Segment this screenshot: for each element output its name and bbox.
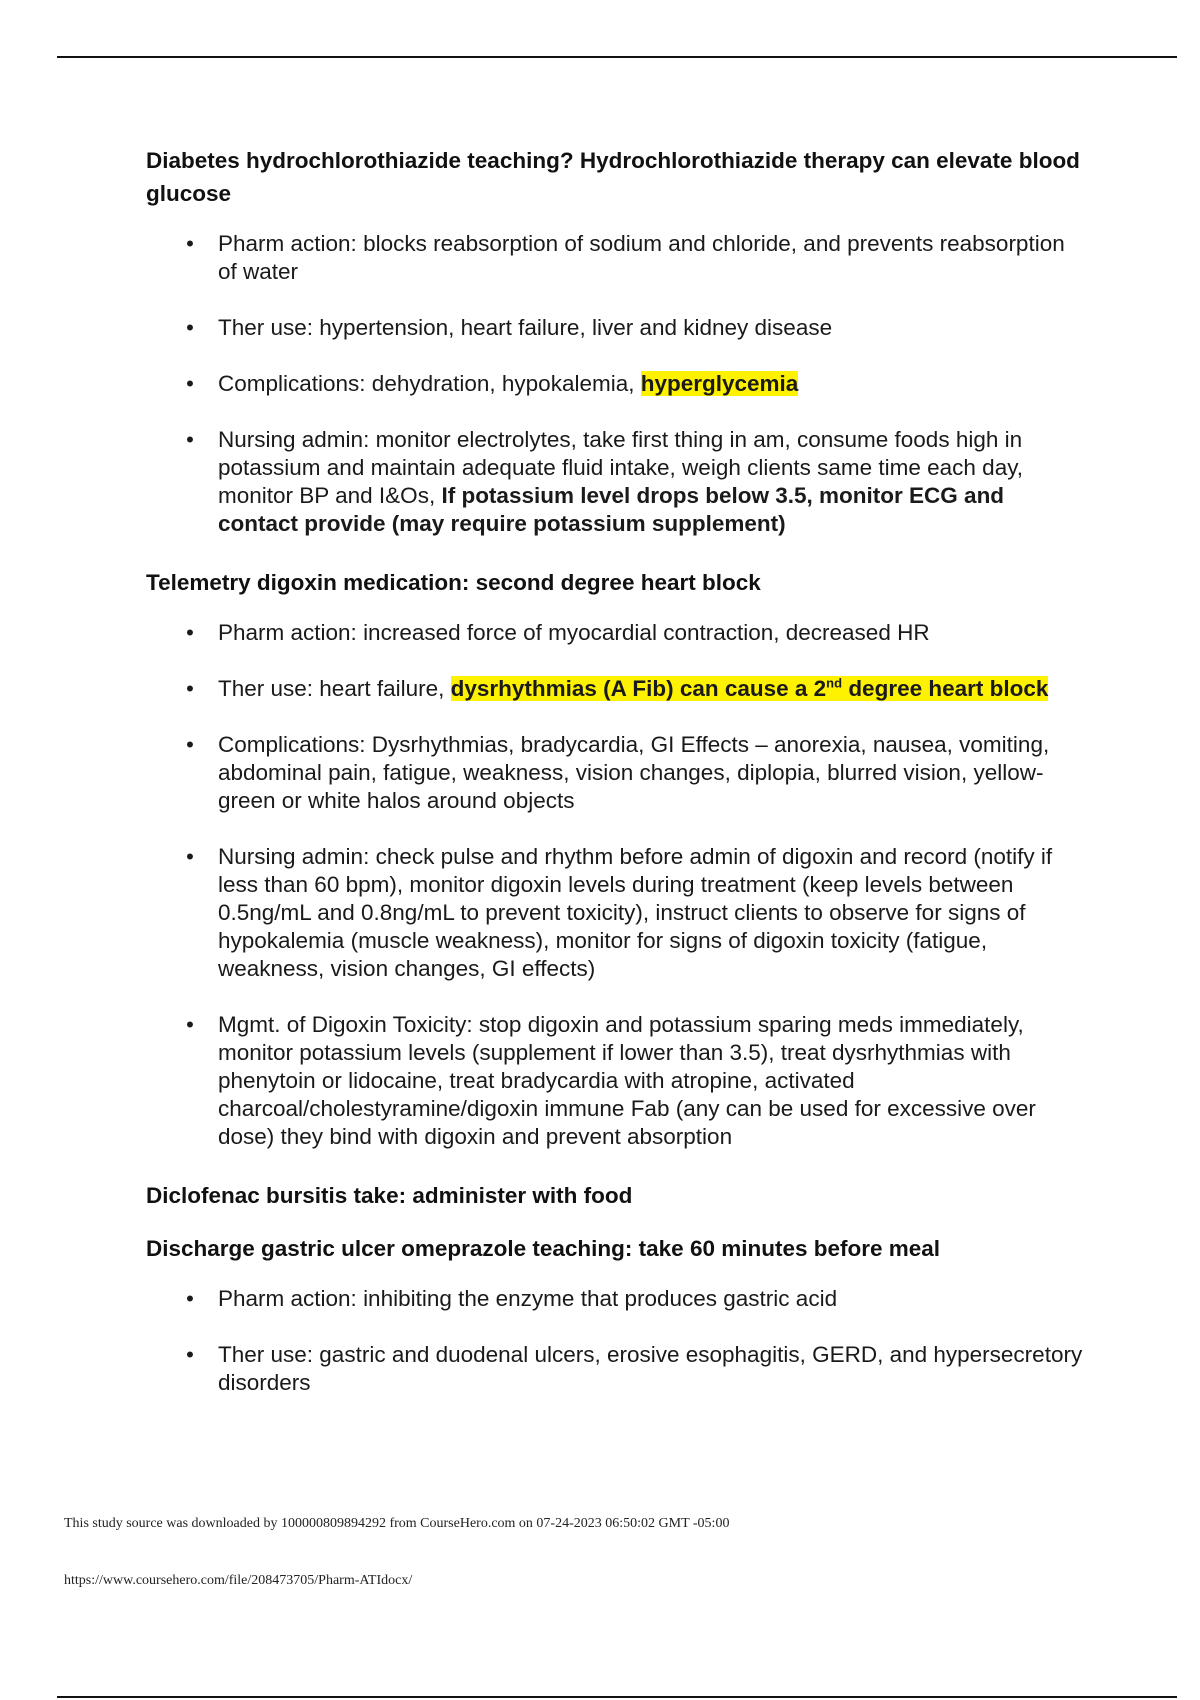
bullet-icon: • xyxy=(186,620,194,645)
list-item: • Ther use: heart failure, dysrhythmias (A Fib) can cause a 2nd degree heart block xyxy=(146,675,1086,703)
bold-text: If potassium level drops below 3.5, monitor ECG and contact provide (may require potassium supplement) xyxy=(218,483,1005,536)
source-url[interactable]: https://www.coursehero.com/file/208473705/Pharm-ATIdocx/ xyxy=(64,1573,413,1588)
list-item: • Complications: Dysrhythmias, bradycardia, GI Effects – anorexia, nausea, vomiting, abdominal pain, fatigue, weakness, vision changes, diplopia, blurred vision, yellow-green or white halos around objects xyxy=(146,731,1086,815)
bullet-icon: • xyxy=(186,427,194,452)
download-notice: This study source was downloaded by 100000809894292 from CourseHero.com on 07-24-2023 06:50:02 GMT -05:00 xyxy=(64,1516,730,1531)
superscript: nd xyxy=(826,675,843,691)
bullet-icon: • xyxy=(186,732,194,757)
list-item: • Complications: dehydration, hypokalemia, hyperglycemia xyxy=(146,370,1086,398)
section-heading-diclofenac: Diclofenac bursitis take: administer with food xyxy=(146,1183,633,1208)
bullet-icon: • xyxy=(186,676,194,701)
section-heading-digoxin: Telemetry digoxin medication: second degree heart block xyxy=(146,570,761,595)
list-item: • Nursing admin: monitor electrolytes, take first thing in am, consume foods high in potassium and maintain adequate fluid intake, weigh clients same time each day, monitor BP and I&Os, If potassium level drops below 3.5, monitor ECG and contact provide (may require potassium supplement) xyxy=(146,426,1086,538)
section-heading-omeprazole: Discharge gastric ulcer omeprazole teaching: take 60 minutes before meal xyxy=(146,1236,941,1261)
list-item: • Pharm action: increased force of myocardial contraction, decreased HR xyxy=(146,619,1086,647)
list-item: • Nursing admin: check pulse and rhythm before admin of digoxin and record (notify if less than 60 bpm), monitor digoxin levels during treatment (keep levels between 0.5ng/mL and 0.8ng/mL to prevent toxicity), instruct clients to observe for signs of hypokalemia (muscle weakness), monitor for signs of digoxin toxicity (fatigue, weakness, vision changes, GI effects) xyxy=(146,843,1086,983)
bullet-icon: • xyxy=(186,1286,194,1311)
section-heading-hydrochlorothiazide: Diabetes hydrochlorothiazide teaching? Hydrochlorothiazide therapy can elevate blood glucose xyxy=(146,148,1080,206)
bullet-list-omeprazole xyxy=(146,1285,1086,1397)
bullet-list-hydrochlorothiazide xyxy=(146,230,1086,538)
bottom-rule xyxy=(57,1696,1177,1698)
bullet-icon: • xyxy=(186,315,194,340)
list-item: • Ther use: gastric and duodenal ulcers, erosive esophagitis, GERD, and hypersecretory disorders xyxy=(146,1341,1086,1397)
top-rule xyxy=(57,56,1177,58)
bullet-icon: • xyxy=(186,844,194,869)
bullet-icon: • xyxy=(186,1342,194,1367)
list-item: • Ther use: hypertension, heart failure, liver and kidney disease xyxy=(146,314,1086,342)
bullet-icon: • xyxy=(186,371,194,396)
document-body xyxy=(146,144,1086,1425)
bullet-icon: • xyxy=(186,1012,194,1037)
list-item: • Mgmt. of Digoxin Toxicity: stop digoxin and potassium sparing meds immediately, monitor potassium levels (supplement if lower than 3.5), treat dysrhythmias with phenytoin or lidocaine, treat bradycardia with atropine, activated charcoal/cholestyramine/digoxin immune Fab (any can be used for excessive over dose) they bind with digoxin and prevent absorption xyxy=(146,1011,1086,1151)
bullet-list-digoxin xyxy=(146,619,1086,1151)
highlighted-text: dysrhythmias (A Fib) can cause a 2nd degree heart block xyxy=(450,675,1049,701)
list-item: • Pharm action: inhibiting the enzyme that produces gastric acid xyxy=(146,1285,1086,1313)
bullet-icon: • xyxy=(186,231,194,256)
list-item: • Pharm action: blocks reabsorption of sodium and chloride, and prevents reabsorption of water xyxy=(146,230,1086,286)
highlighted-text: hyperglycemia xyxy=(640,371,799,396)
